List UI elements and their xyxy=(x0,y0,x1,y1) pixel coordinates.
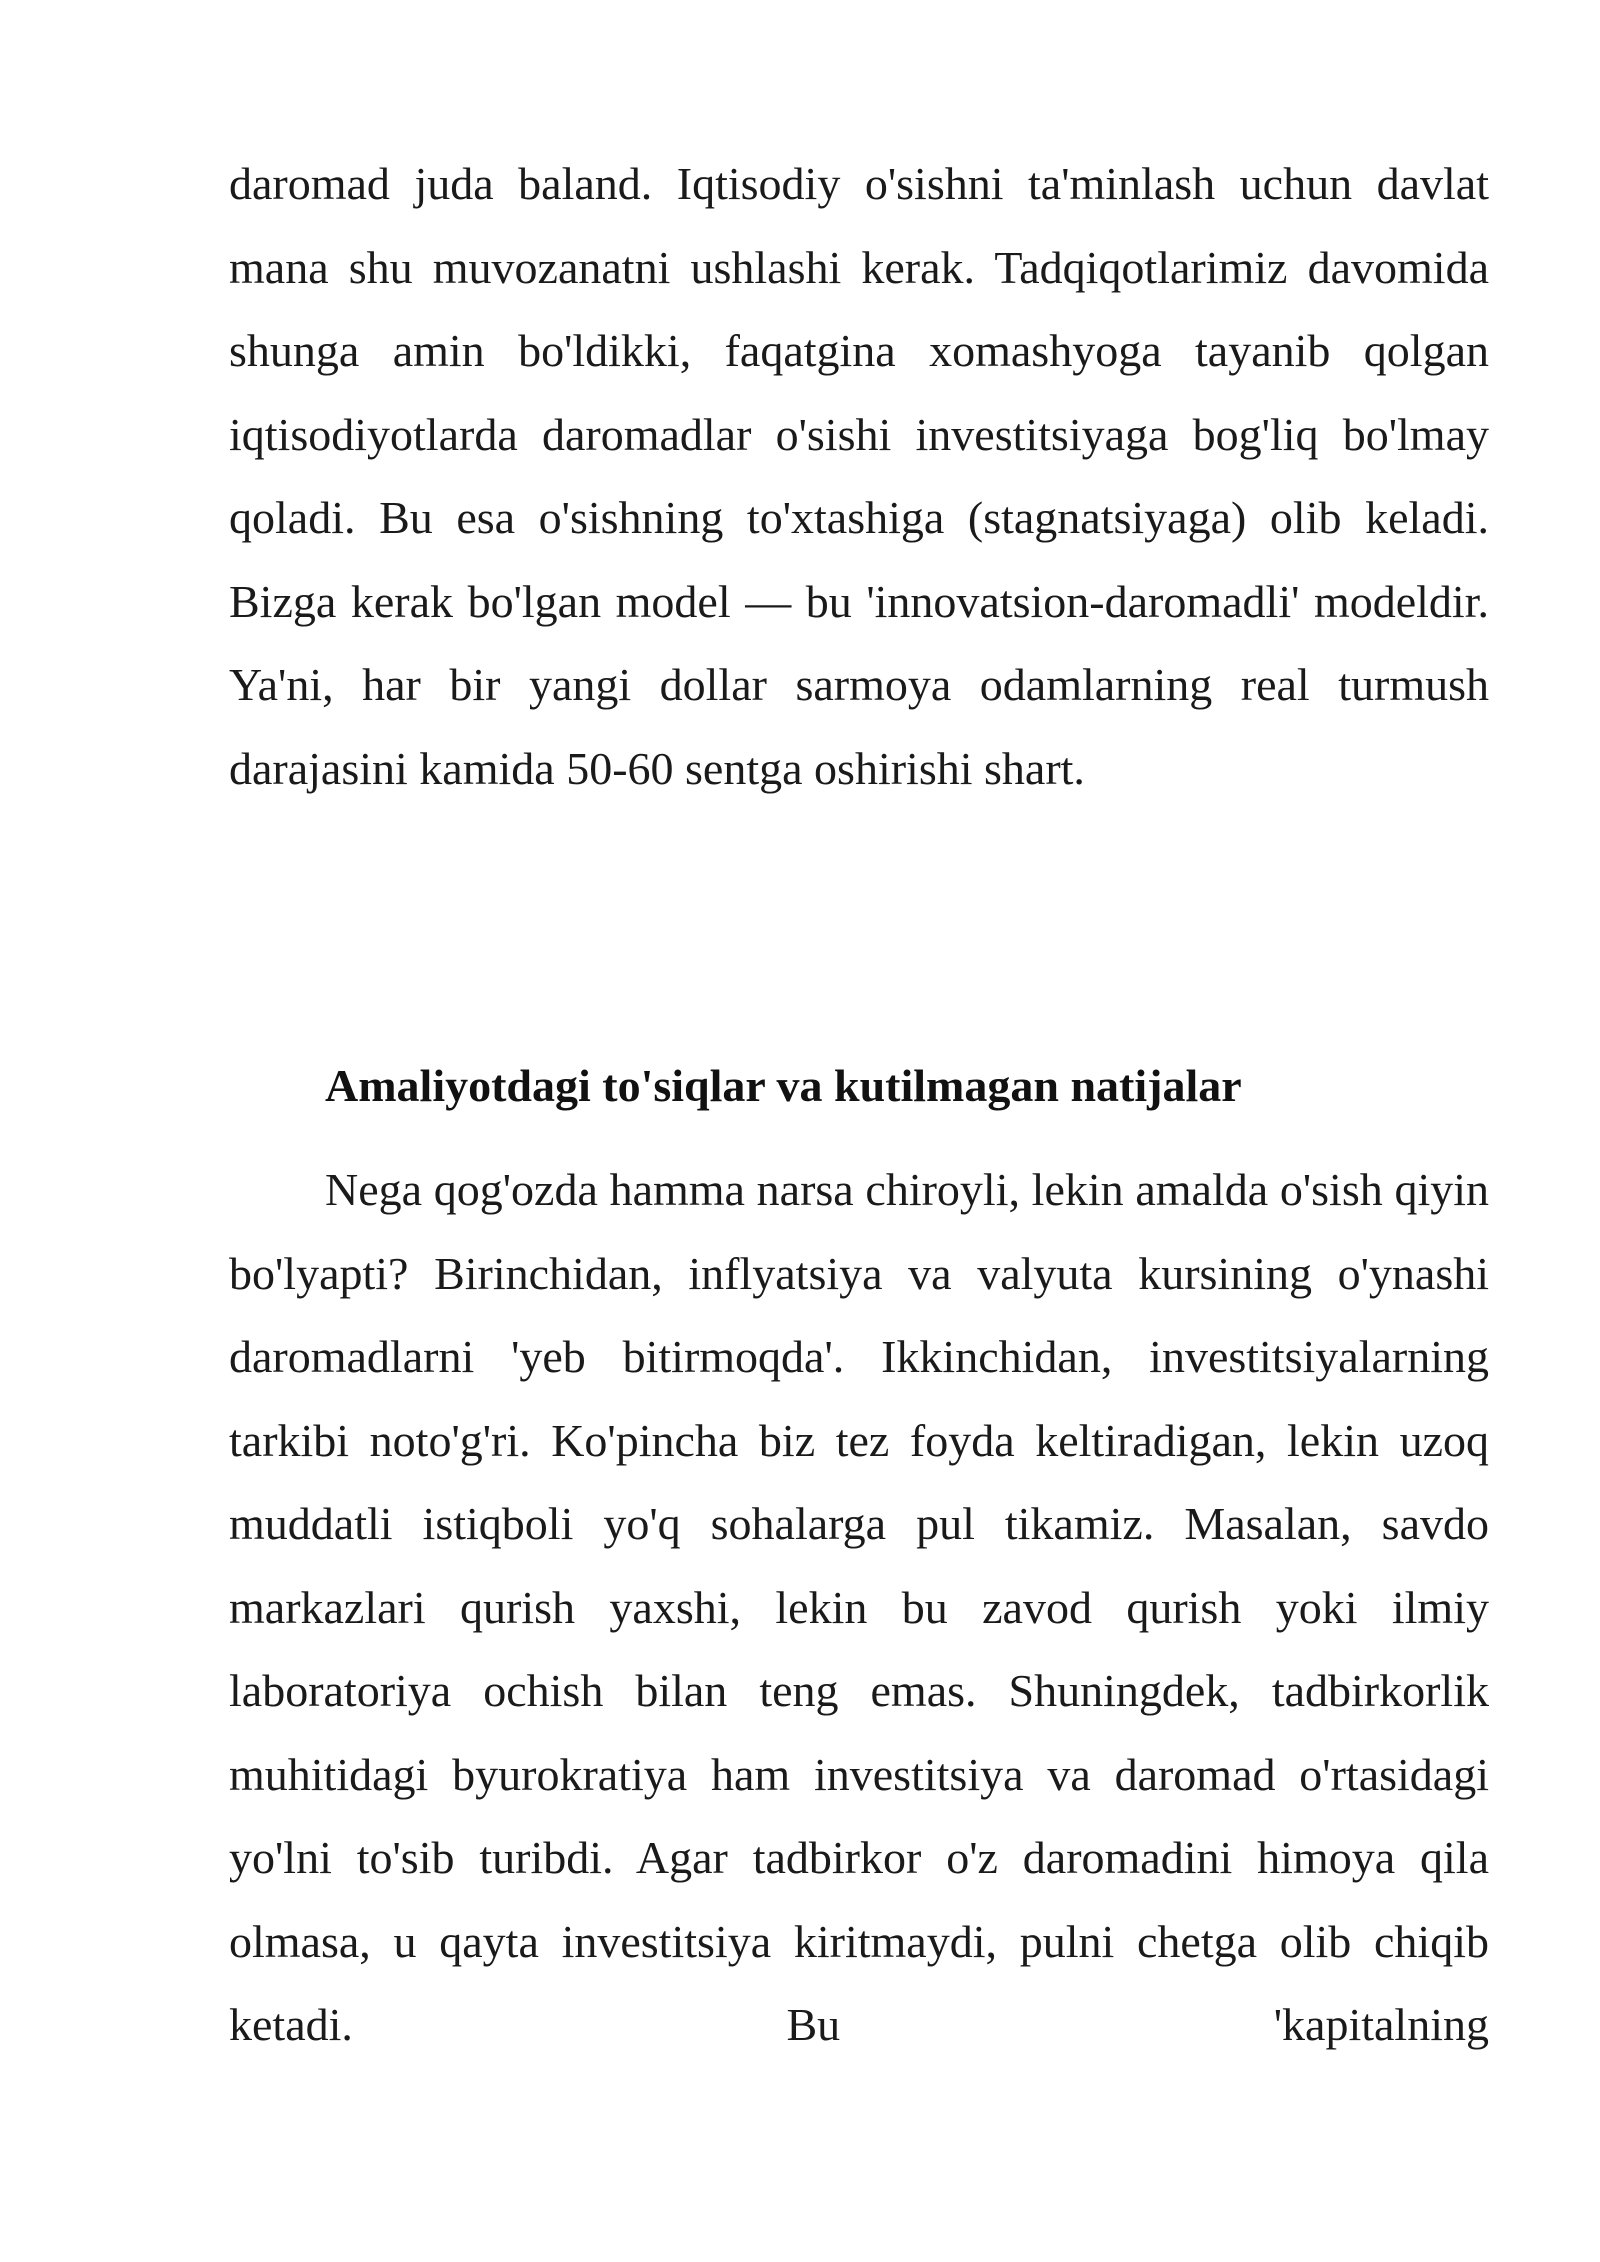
body-paragraph: daromad juda baland. Iqtisodiy o'sishni ta'minlash uchun davlat mana shu muvozanatni ushlashi kerak. Tadqiqotlarimiz davomida shunga amin bo'ldikki, faqatgina xomashyoga tayanib qolgan iqtisodiyotlarda daromadlar o'sishi investitsiyaga bog'liq bo'lmay qoladi. Bu esa o'sishning to'xtashiga (stagnatsiyaga) olib keladi. Bizga kerak bo'lgan model — bu 'innovatsion-daromadli' modeldir. Ya'ni, har bir yangi dollar sarmoya odamlarning real turmush darajasini kamida 50-60 sentga oshirishi shart. xyxy=(229,158,1489,794)
section-heading: Amaliyotdagi to'siqlar va kutilmagan natijalar xyxy=(325,1060,1242,1111)
body-paragraph: Nega qog'ozda hamma narsa chiroyli, lekin amalda o'sish qiyin bo'lyapti? Birinchidan, inflyatsiya va valyuta kursining o'ynashi daromadlarni 'yeb bitirmoqda'. Ikkinchidan, investitsiyalarning tarkibi noto'g'ri. Ko'pincha biz tez foyda keltiradigan, lekin uzoq muddatli istiqboli yo'q sohalarga pul tikamiz. Masalan, savdo markazlari qurish yaxshi, lekin bu zavod qurish yoki ilmiy laboratoriya ochish bilan teng emas. Shuningdek, tadbirkorlik muhitidagi byurokratiya ham investitsiya va daromad o'rtasidagi yo'lni to'sib turibdi. Agar tadbirkor o'z daromadini himoya qila olmasa, u qayta investitsiya kiritmaydi, pulni chetga olib chiqib ketadi. Bu 'kapitalning xyxy=(229,1164,1489,2050)
